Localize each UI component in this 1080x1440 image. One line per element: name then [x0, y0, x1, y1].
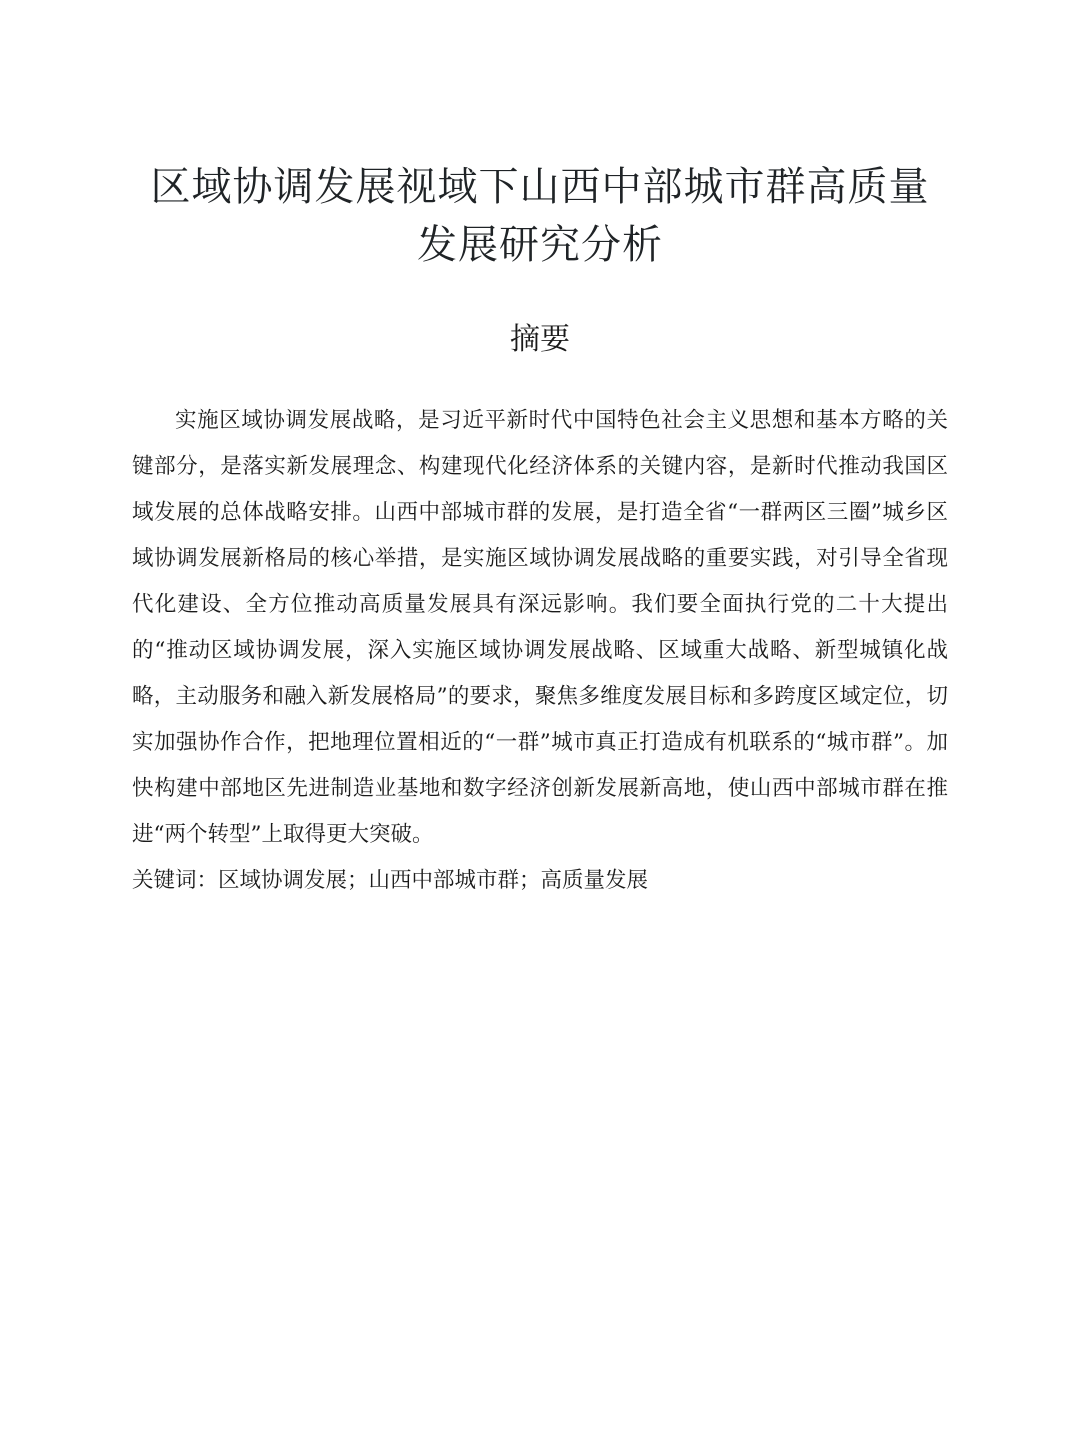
- paper-title: 区域协调发展视域下山西中部城市群高质量发展研究分析: [150, 164, 930, 268]
- keywords-text: 区域协调发展；山西中部城市群；高质量发展: [218, 868, 649, 893]
- keywords-label: 关键词：: [132, 868, 219, 893]
- abstract-heading: 摘要: [510, 322, 570, 357]
- abstract-body: 实施区域协调发展战略，是习近平新时代中国特色社会主义思想和基本方略的关键部分，是落实新发展理念、构建现代化经济体系的关键内容，是新时代推动我国区域发展的总体战略安排。山西中部城市群的发展，是打造全省“一群两区三圈”城乡区域协调发展新格局的核心举措，是实施区域协调发展战略的重要实践，对引导全省现代化建设、全方位推动高质量发展具有深远影响。我们要全面执行党的二十大提出的“推动区域协调发展，深入实施区域协调发展战略、区域重大战略、新型城镇化战略，主动服务和融入新发展格局”的要求，聚焦多维度发展目标和多跨度区域定位，切实加强协作合作，把地理位置相近的“一群”城市真正打造成有机联系的“城市群”。加快构建中部地区先进制造业基地和数字经济创新发展新高地，使山西中部城市群在推进“两个转型”上取得更大突破。: [132, 408, 948, 847]
- keywords-line: [132, 858, 948, 904]
